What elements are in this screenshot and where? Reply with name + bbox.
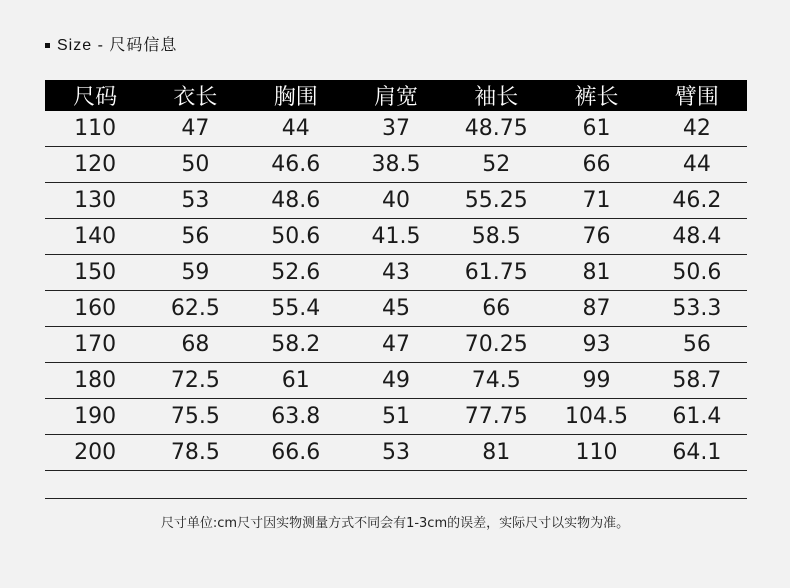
table-body xyxy=(45,111,747,471)
table-cell: 41.5 xyxy=(346,219,446,255)
column-header: 肩宽 xyxy=(346,80,446,111)
table-row xyxy=(45,183,747,219)
table-cell: 50 xyxy=(145,147,245,183)
table-cell: 53 xyxy=(145,183,245,219)
table-cell: 38.5 xyxy=(346,147,446,183)
column-header: 臂围 xyxy=(647,80,747,111)
table-cell: 45 xyxy=(346,291,446,327)
section-title xyxy=(45,32,177,55)
table-row xyxy=(45,435,747,471)
table-cell: 99 xyxy=(546,363,646,399)
table-cell: 59 xyxy=(145,255,245,291)
divider-line xyxy=(45,498,747,499)
table-cell: 93 xyxy=(546,327,646,363)
table-cell: 160 xyxy=(45,291,145,327)
table-cell: 74.5 xyxy=(446,363,546,399)
table-cell: 87 xyxy=(546,291,646,327)
table-cell: 53 xyxy=(346,435,446,471)
table-cell: 56 xyxy=(647,327,747,363)
table-cell: 58.7 xyxy=(647,363,747,399)
table-cell: 50.6 xyxy=(647,255,747,291)
table-cell: 48.75 xyxy=(446,111,546,147)
table-cell: 150 xyxy=(45,255,145,291)
table-row xyxy=(45,291,747,327)
table-cell: 48.6 xyxy=(246,183,346,219)
table-cell: 37 xyxy=(346,111,446,147)
table-row xyxy=(45,255,747,291)
table-cell: 58.2 xyxy=(246,327,346,363)
table-cell: 110 xyxy=(546,435,646,471)
table-cell: 61.4 xyxy=(647,399,747,435)
table-cell: 81 xyxy=(446,435,546,471)
table-cell: 55.4 xyxy=(246,291,346,327)
measurement-note: 尺寸单位:cm尺寸因实物测量方式不同会有1-3cm的误差，实际尺寸以实物为准。 xyxy=(160,516,630,531)
table-cell: 120 xyxy=(45,147,145,183)
table-cell: 43 xyxy=(346,255,446,291)
table-cell: 64.1 xyxy=(647,435,747,471)
table-cell: 52 xyxy=(446,147,546,183)
table-cell: 140 xyxy=(45,219,145,255)
table-cell: 49 xyxy=(346,363,446,399)
table-cell: 61 xyxy=(546,111,646,147)
table-cell: 104.5 xyxy=(546,399,646,435)
table-cell: 58.5 xyxy=(446,219,546,255)
table-cell: 78.5 xyxy=(145,435,245,471)
table-row xyxy=(45,219,747,255)
table-cell: 62.5 xyxy=(145,291,245,327)
table-cell: 72.5 xyxy=(145,363,245,399)
table-cell: 77.75 xyxy=(446,399,546,435)
table-cell: 61 xyxy=(246,363,346,399)
table-cell: 44 xyxy=(246,111,346,147)
table-cell: 52.6 xyxy=(246,255,346,291)
table-cell: 40 xyxy=(346,183,446,219)
table-cell: 66 xyxy=(446,291,546,327)
column-header: 胸围 xyxy=(246,80,346,111)
table-row xyxy=(45,363,747,399)
column-header: 衣长 xyxy=(145,80,245,111)
table-cell: 50.6 xyxy=(246,219,346,255)
table-cell: 70.25 xyxy=(446,327,546,363)
table-cell: 47 xyxy=(145,111,245,147)
bullet-icon xyxy=(45,43,50,48)
table-cell: 76 xyxy=(546,219,646,255)
section-title-text: Size - 尺码信息 xyxy=(57,37,178,54)
table-cell: 180 xyxy=(45,363,145,399)
table-cell: 51 xyxy=(346,399,446,435)
column-header: 尺码 xyxy=(45,80,145,111)
table-cell: 42 xyxy=(647,111,747,147)
table-header-row xyxy=(45,80,747,111)
size-table xyxy=(45,80,747,471)
table-cell: 66 xyxy=(546,147,646,183)
table-cell: 81 xyxy=(546,255,646,291)
table-cell: 75.5 xyxy=(145,399,245,435)
table-cell: 46.6 xyxy=(246,147,346,183)
column-header: 裤长 xyxy=(546,80,646,111)
table-cell: 55.25 xyxy=(446,183,546,219)
table-row xyxy=(45,111,747,147)
table-row xyxy=(45,327,747,363)
table-row xyxy=(45,399,747,435)
table-cell: 71 xyxy=(546,183,646,219)
table-cell: 61.75 xyxy=(446,255,546,291)
table-row xyxy=(45,147,747,183)
table-cell: 190 xyxy=(45,399,145,435)
table-cell: 63.8 xyxy=(246,399,346,435)
table-cell: 56 xyxy=(145,219,245,255)
table-cell: 170 xyxy=(45,327,145,363)
table-cell: 48.4 xyxy=(647,219,747,255)
table-cell: 66.6 xyxy=(246,435,346,471)
table-cell: 53.3 xyxy=(647,291,747,327)
column-header: 袖长 xyxy=(446,80,546,111)
table-cell: 44 xyxy=(647,147,747,183)
table-cell: 68 xyxy=(145,327,245,363)
table-cell: 46.2 xyxy=(647,183,747,219)
table-cell: 47 xyxy=(346,327,446,363)
table-cell: 200 xyxy=(45,435,145,471)
table-cell: 130 xyxy=(45,183,145,219)
table-cell: 110 xyxy=(45,111,145,147)
